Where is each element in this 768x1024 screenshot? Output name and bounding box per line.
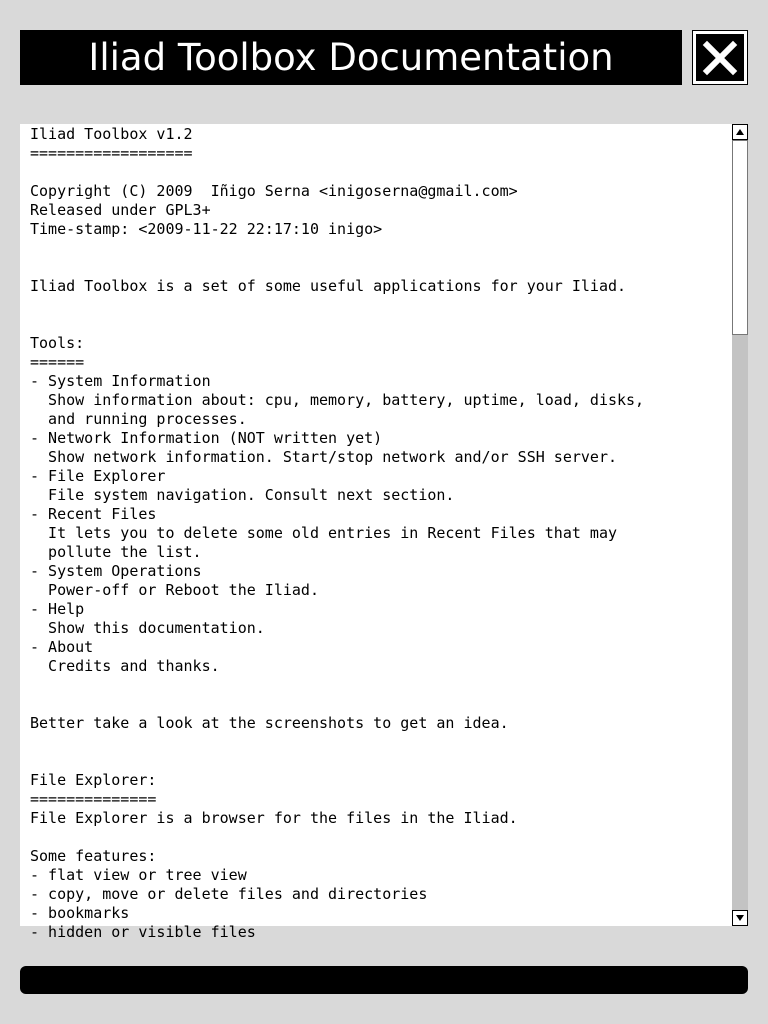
status-bar — [20, 966, 748, 994]
arrow-up-icon — [733, 125, 747, 139]
scroll-down-button[interactable] — [732, 910, 748, 926]
documentation-text: Iliad Toolbox v1.2 ================== Copyright (C) 2009 Iñigo Serna <inigoserna@gmail.com> Released under GPL3+ Time-stamp: <2009-11-22 22:17:10 inigo> Iliad Toolbox is a set of some useful applications for your Iliad. Tools: ====== - System Information Show information about: cpu, memory, battery, uptime, load, disks, and running processes. - Network Information (NOT written yet) Show network information. Start/stop network and/or SSH server. - File Explorer File system navigation. Consult next section. - Recent Files It lets you to delete some old entries in Recent Files that may pollute the list. - System Operations Power-off or Reboot the Iliad. - Help Show this documentation. - About Credits and thanks. Better take a look at the screenshots to get an idea. File Explorer: ============== File Explorer is a browser for the files in the Iliad. Some features: - flat view or tree view - copy, move or delete files and directories - bookmarks - hidden or visible files — [30, 125, 645, 941]
scroll-up-button[interactable] — [732, 124, 748, 140]
close-button[interactable] — [692, 30, 748, 85]
arrow-down-icon — [733, 911, 747, 925]
scrollbar[interactable] — [732, 124, 748, 926]
documentation-text-area[interactable] — [20, 124, 732, 941]
scrollbar-thumb[interactable] — [732, 140, 748, 335]
close-icon — [696, 34, 744, 81]
page-title: Iliad Toolbox Documentation — [20, 30, 682, 85]
